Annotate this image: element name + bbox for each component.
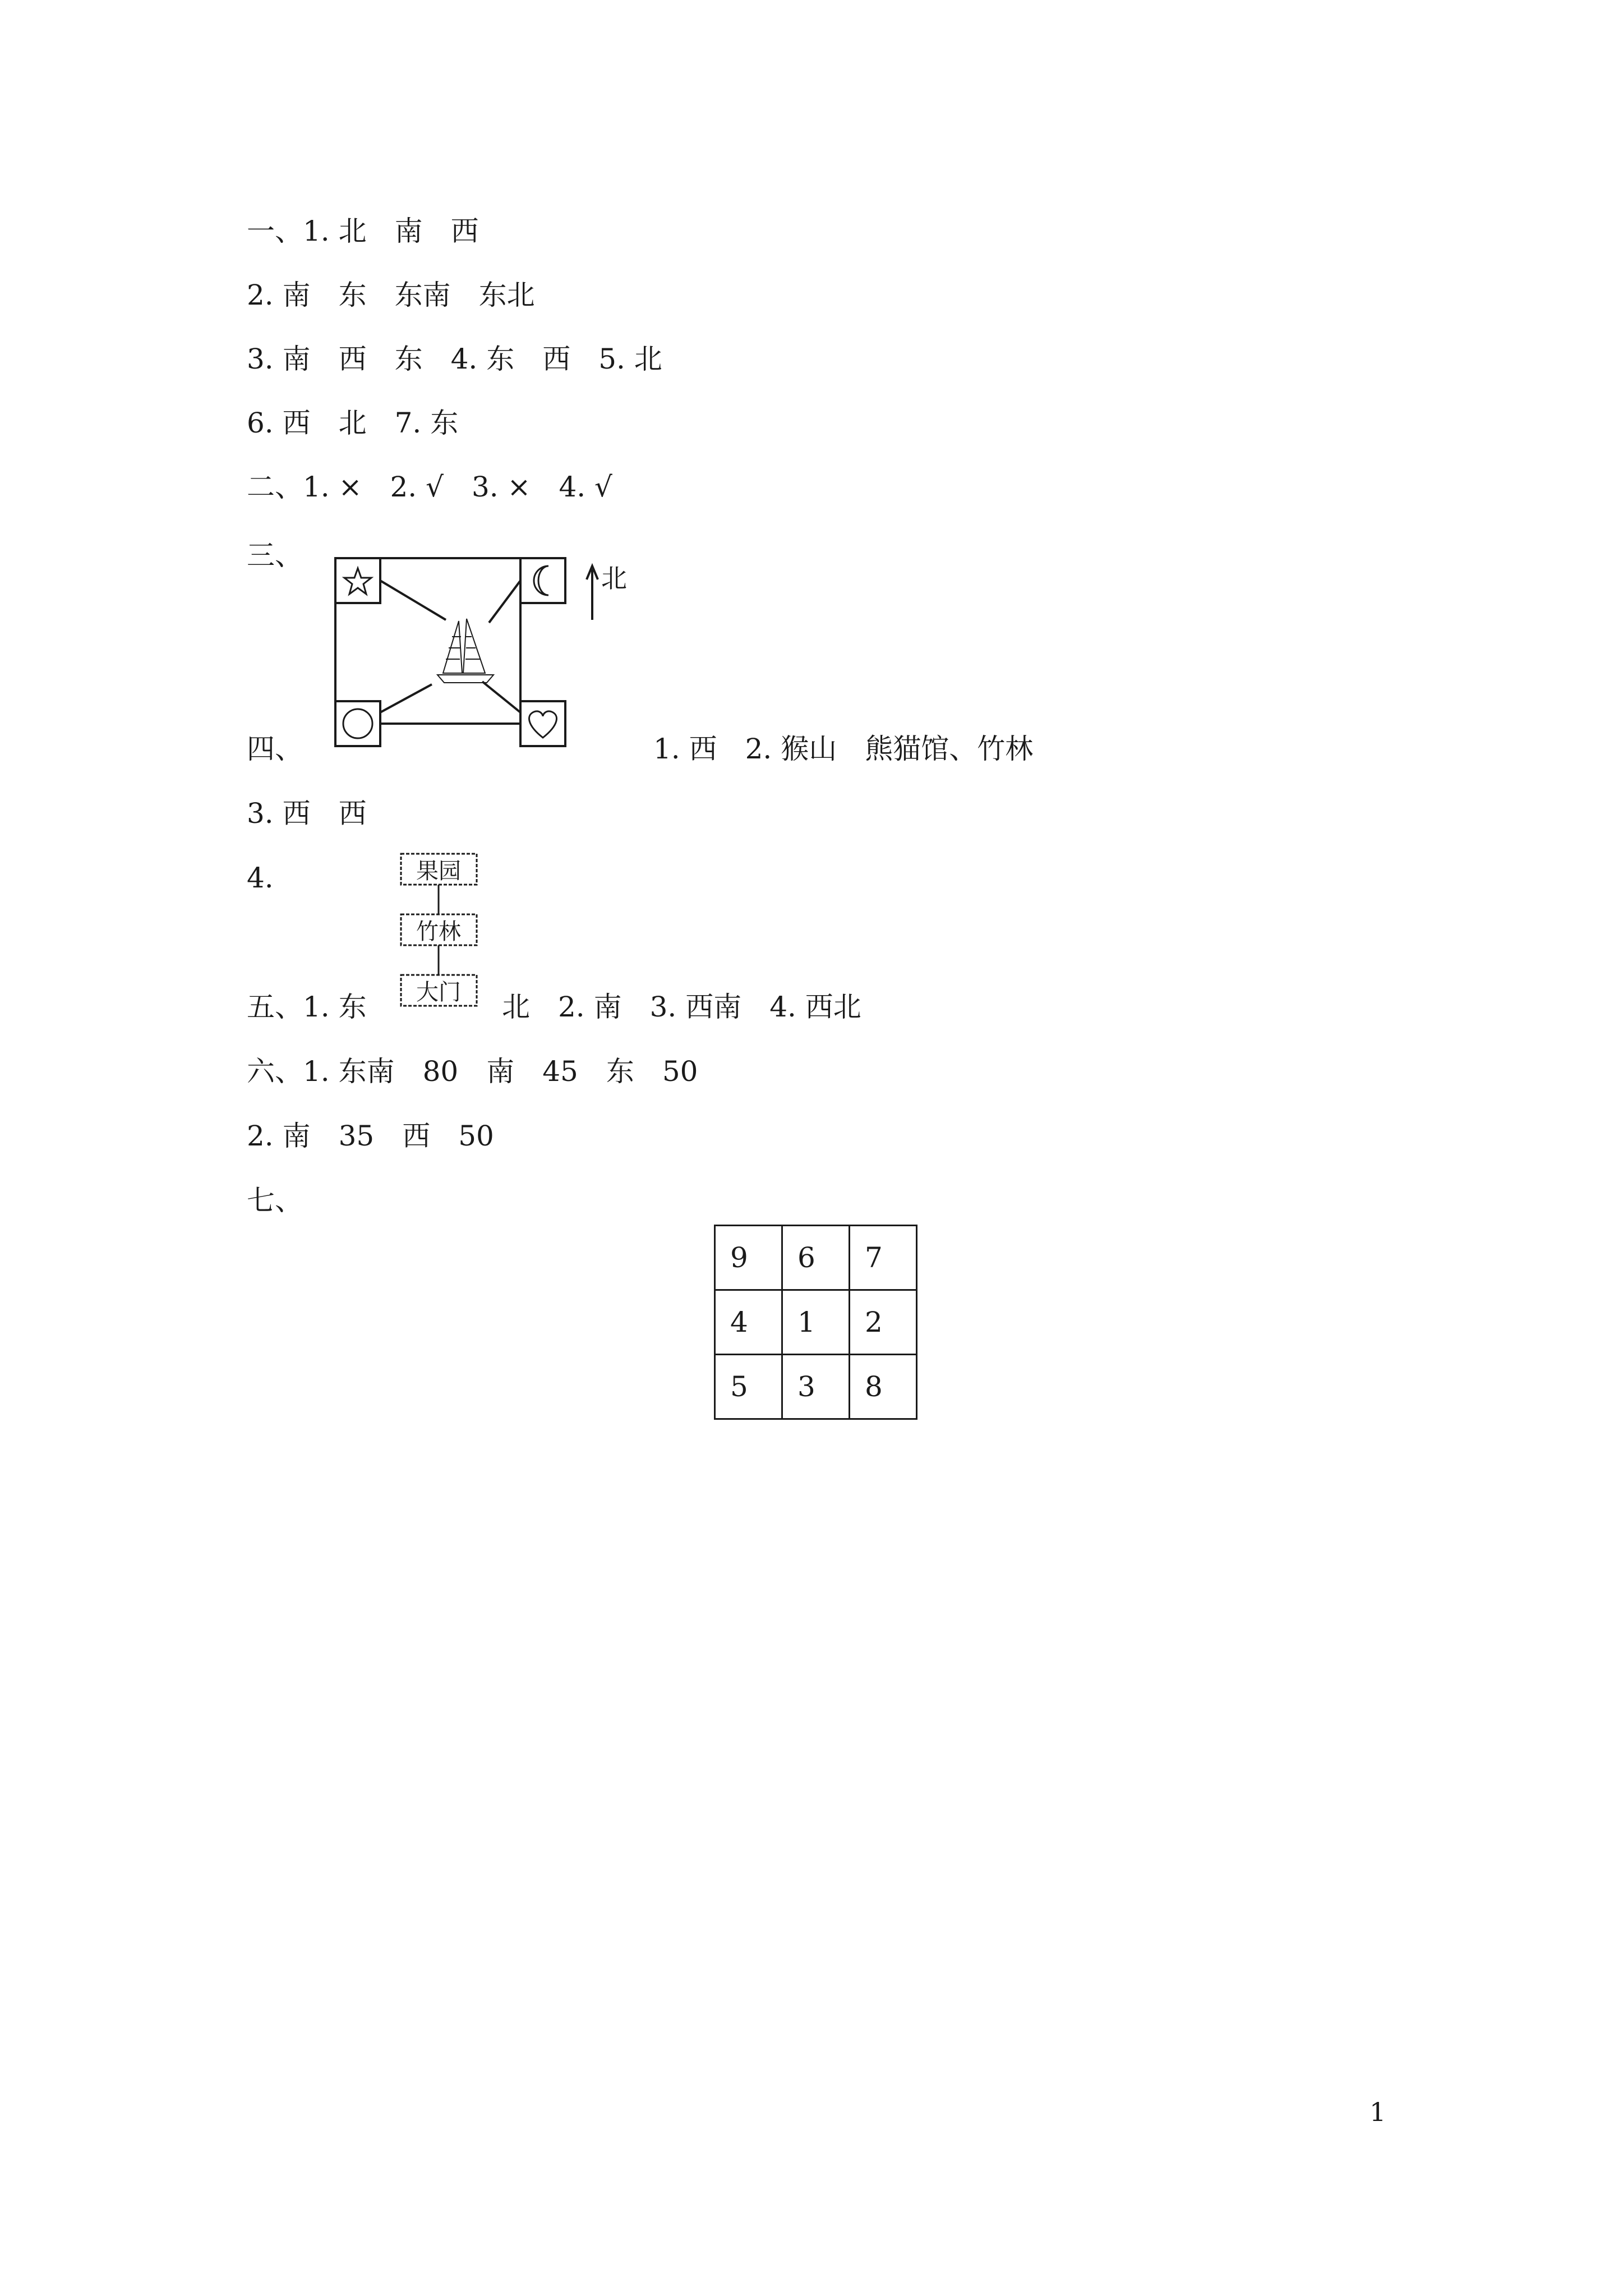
grid-cell: 9: [715, 1226, 782, 1290]
direction-square-figure: [325, 547, 628, 760]
star-icon: [335, 558, 380, 603]
north-arrow-icon: [587, 566, 598, 620]
grid-cell: 8: [850, 1355, 917, 1419]
answer-line-5: 二、1. × 2. √ 3. × 4. √: [247, 471, 612, 503]
grid-cell: 5: [715, 1355, 782, 1419]
path-diagram: [393, 844, 482, 1013]
section-4-answers: 1. 西 2. 猴山 熊猫馆、竹林: [653, 733, 1034, 765]
answer-line-12: 六、1. 东南 80 南 45 东 50: [247, 1055, 698, 1088]
heart-icon: [520, 701, 565, 746]
grid-cell: 1: [782, 1290, 850, 1355]
gate-label: 大门: [416, 979, 461, 1005]
answer-line-3: 3. 南 西 东 4. 东 西 5. 北: [247, 343, 662, 375]
table-row: [715, 1226, 917, 1290]
grid-cell: 7: [850, 1226, 917, 1290]
north-label: 北: [601, 563, 627, 593]
bamboo-label: 竹林: [416, 919, 461, 945]
table-row: [715, 1355, 917, 1419]
magic-square-table: [714, 1225, 917, 1420]
grid-cell: 3: [782, 1355, 850, 1419]
answer-line-2: 2. 南 东 东南 东北: [247, 279, 535, 311]
orchard-label: 果园: [416, 858, 461, 884]
grid-cell: 2: [850, 1290, 917, 1355]
section-4-label: 四、: [247, 733, 303, 765]
answer-line-8: 3. 西 西: [247, 797, 367, 830]
moon-icon: [520, 558, 565, 603]
answer-line-13: 2. 南 35 西 50: [247, 1120, 494, 1152]
section-5-start: 五、1. 东: [247, 991, 367, 1023]
sailboat-icon: [437, 619, 494, 683]
table-row: [715, 1290, 917, 1355]
answer-line-1: 一、1. 北 南 西: [247, 215, 479, 247]
circle-icon: [335, 701, 380, 746]
section-7-label: 七、: [247, 1184, 303, 1217]
section-3-label: 三、: [247, 539, 303, 572]
grid-cell: 4: [715, 1290, 782, 1355]
section-5-rest: 北 2. 南 3. 西南 4. 西北: [502, 991, 861, 1023]
page-number: 1: [1370, 2097, 1386, 2127]
grid-cell: 6: [782, 1226, 850, 1290]
answer-line-9: 4.: [247, 862, 274, 894]
answer-line-4: 6. 西 北 7. 东: [247, 407, 459, 439]
